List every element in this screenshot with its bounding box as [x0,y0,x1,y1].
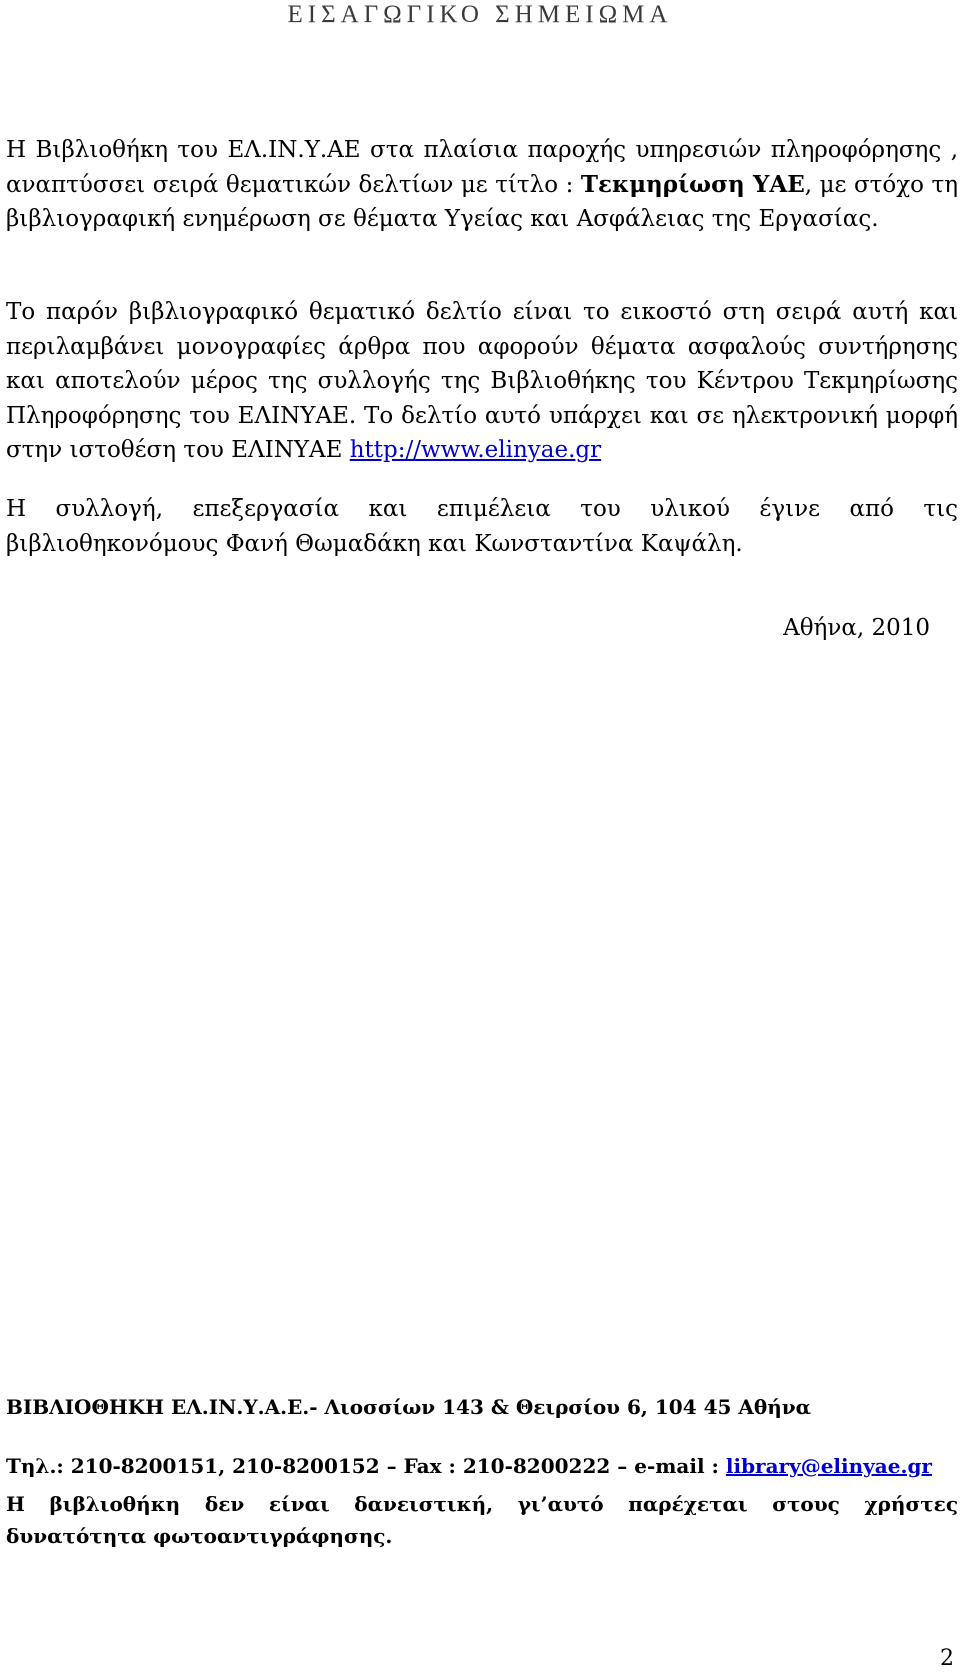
credits-paragraph: Η συλλογή, επεξεργασία και επιμέλεια του υλικού έγινε από τις βιβλιοθηκονόμους Φανή Θωμαδάκη και Κωνσταντίνα Καψάλη. [6,496,958,557]
email-link[interactable]: library@elinyae.gr [725,1454,932,1478]
footer-note: Η βιβλιοθήκη δεν είναι δανειστική, γι’αυτό παρέχεται στους χρήστες δυνατότητα φωτοαντιγράφησης. [6,1492,958,1548]
intro-paragraph [6,133,958,237]
website-link[interactable]: http://www.elinyae.gr [349,437,602,463]
intro-text-after: , με στόχο τη βιβλιογραφική ενημέρωση σε θέματα Υγείας και Ασφάλειας της Εργασίας. [6,171,959,232]
place-date: Αθήνα, 2010 [783,615,930,641]
footer-address: ΒΙΒΛΙΟΘΗΚΗ ΕΛ.ΙΝ.Υ.Α.Ε.- Λιοσσίων 143 & Θειρσίου 6, 104 45 Αθήνα [6,1395,812,1419]
page-heading: ΕΙΣΑΓΩΓΙΚΟ ΣΗΜΕΙΩΜΑ [287,1,673,28]
footer-contact [6,1451,958,1481]
footer-contact-text: Τηλ.: 210-8200151, 210-8200152 – Fax : 210-8200222 – e-mail : [6,1454,726,1478]
bulletin-paragraph [6,295,958,468]
series-title: Τεκμηρίωση ΥΑΕ [580,170,805,198]
bulletin-text: Το παρόν βιβλιογραφικό θεματικό δελτίο είναι το εικοστό στη σειρά αυτή και περιλαμβάνει μονογραφίες άρθρα που αφορούν θέματα ασφαλούς συντήρησης και αποτελούν μέρος της συλλογής της Βιβλιοθήκης του Κέντρου Τεκμηρίωσης Πληροφόρησης του ΕΛΙΝΥΑΕ. Το δελτίο αυτό υπάρχει και σε ηλεκτρονική μορφή στην ιστοθέση του ΕΛΙΝΥΑΕ [6,299,958,463]
page-number: 2 [940,1646,954,1671]
intro-text-before: Η Βιβλιοθήκη του ΕΛ.ΙΝ.Υ.ΑΕ στα πλαίσια παροχής υπηρεσιών πληροφόρησης , αναπτύσσει σειρά θεματικών δελτίων με τίτλο : [6,137,958,198]
